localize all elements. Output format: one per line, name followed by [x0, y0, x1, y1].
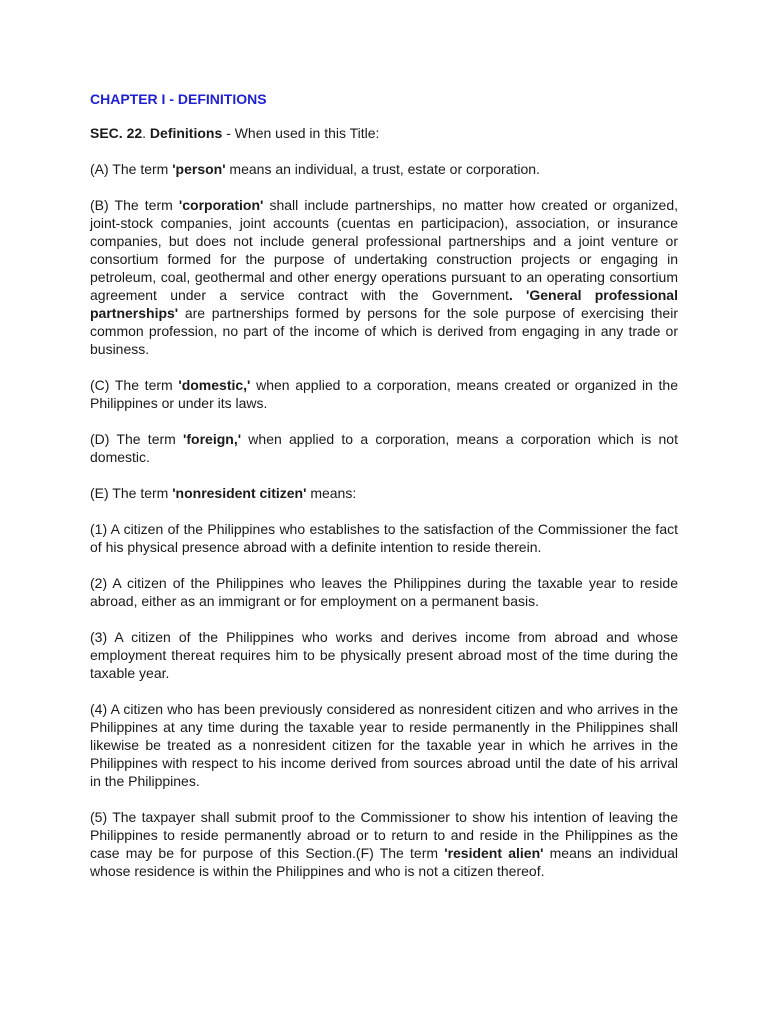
section-number: SEC. 22: [90, 125, 143, 141]
list-item-1: (1) A citizen of the Philippines who establishes to the satisfaction of the Commissioner the fact of his physical presence abroad with a definite intention to reside therein.: [90, 521, 678, 555]
paragraph-d: (D) The term 'foreign,' when applied to a corporation, means a corporation which is not domestic.: [90, 431, 678, 465]
defined-term: 'foreign,': [183, 431, 242, 447]
section-heading: [90, 124, 678, 142]
section-title: Definitions: [149, 125, 223, 141]
paragraph-e: (E) The term 'nonresident citizen' means:: [90, 485, 357, 501]
paragraph-a: (A) The term 'person' means an individual, a trust, estate or corporation.: [90, 161, 540, 177]
defined-term: 'person': [172, 161, 226, 177]
defined-term: . 'General professional partnerships': [90, 287, 678, 321]
section-intro: - When used in this Title:: [222, 125, 380, 141]
defined-term: 'nonresident citizen': [172, 485, 307, 501]
defined-term: 'corporation': [178, 197, 264, 213]
defined-term: 'resident alien': [444, 845, 544, 861]
document-page: [90, 90, 678, 898]
list-item-5: (5) The taxpayer shall submit proof to the Commissioner to show his intention of leaving the Philippines to reside permanently abroad or to return to and reside in the Philippines as the case may be for purpose of this Section.(F) The term 'resident alien' means an individual whose residence is within the Philippines and who is not a citizen thereof.: [90, 809, 678, 879]
paragraph-b: (B) The term 'corporation' shall include partnerships, no matter how created or organized, joint-stock companies, joint accounts (cuentas en participacion), association, or insurance companies, but does not include general professional partnerships and a joint venture or consortium formed for the purpose of undertaking construction projects or engaging in petroleum, coal, geothermal and other energy operations pursuant to an operating consortium agreement under a service contract with the Government. 'General professional partnerships' are partnerships formed by persons for the sole purpose of exercising their common profession, no part of the income of which is derived from engaging in any trade or business.: [90, 197, 678, 357]
list-item-2: (2) A citizen of the Philippines who leaves the Philippines during the taxable year to reside abroad, either as an immigrant or for employment on a permanent basis.: [90, 575, 678, 609]
chapter-title: CHAPTER I - DEFINITIONS: [90, 91, 267, 107]
list-item-3: (3) A citizen of the Philippines who works and derives income from abroad and whose employment thereat requires him to be physically present abroad most of the time during the taxable year.: [90, 629, 678, 681]
paragraph-c: (C) The term 'domestic,' when applied to a corporation, means created or organized in the Philippines or under its laws.: [90, 377, 678, 411]
defined-term: 'domestic,': [178, 377, 251, 393]
list-item-4: (4) A citizen who has been previously considered as nonresident citizen and who arrives in the Philippines at any time during the taxable year to reside permanently in the Philippines shall likewise be treated as a nonresident citizen for the taxable year in which he arrives in the Philippines with respect to his income derived from sources abroad until the date of his arrival in the Philippines.: [90, 701, 678, 789]
section-separator: .: [142, 125, 150, 141]
